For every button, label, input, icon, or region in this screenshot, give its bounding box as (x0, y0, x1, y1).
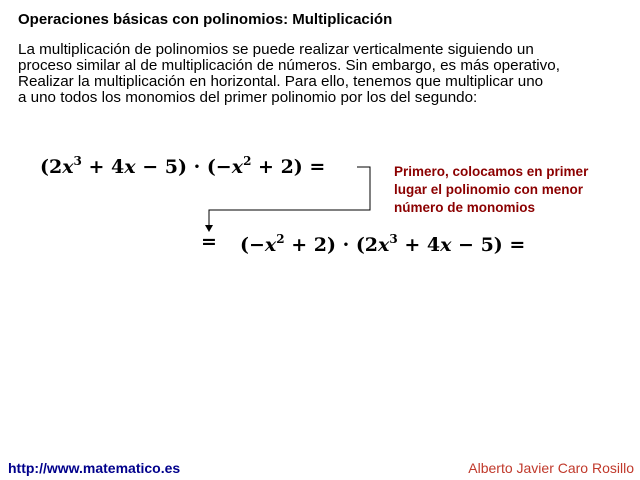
author-credit: Alberto Javier Caro Rosillo (468, 460, 634, 476)
note-line: número de monomios (394, 200, 536, 215)
expression-original: $(2x^3 + 4x - 5) \cdot (-x^2 + 2)$ = (40, 154, 326, 178)
intro-line: Realizar la multiplicación en horizontal. Para ello, tenemos que multiplicar uno (18, 73, 544, 90)
expression-reordered: $(-x^2 + 2) \cdot (2x^3 + 4x - 5)$ = (240, 232, 526, 256)
website-link[interactable]: http://www.matematico.es (8, 460, 181, 476)
intro-line: a uno todos los monomios del primer polinomio por los del segundo: (18, 89, 478, 106)
intro-line: La multiplicación de polinomios se puede realizar verticalmente siguiendo un (18, 41, 534, 58)
intro-line: proceso similar al de multiplicación de números. Sin embargo, es más operativo, (18, 57, 560, 74)
annotation-note (394, 163, 588, 217)
note-line: Primero, colocamos en primer (394, 164, 589, 179)
note-line: lugar el polinomio con menor (394, 182, 584, 197)
equals-sign: = (201, 231, 217, 253)
page-title: Operaciones básicas con polinomios: Multiplicación (18, 11, 393, 28)
